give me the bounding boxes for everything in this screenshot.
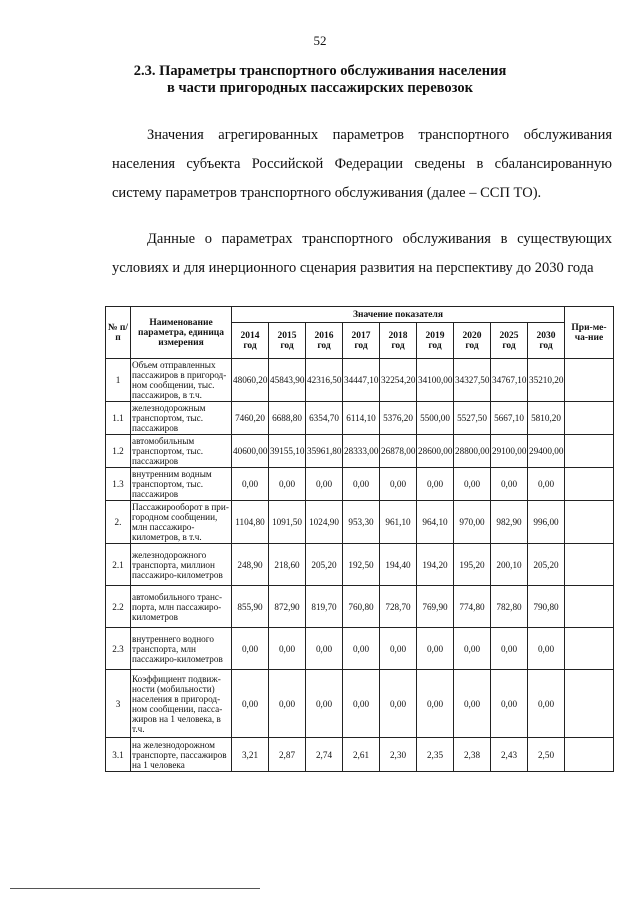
row-number: 2.3 xyxy=(106,628,131,670)
row-value-cell: 7460,20 xyxy=(232,402,269,435)
table-row xyxy=(106,738,614,772)
row-value-cell: 29100,00 xyxy=(491,435,528,468)
table-row xyxy=(106,402,614,435)
row-note xyxy=(565,501,614,544)
row-value-cell: 760,80 xyxy=(343,586,380,628)
row-value-cell: 195,20 xyxy=(454,544,491,586)
row-value-cell: 996,00 xyxy=(528,501,565,544)
row-value-cell: 728,70 xyxy=(380,586,417,628)
row-value-cell: 2,30 xyxy=(380,738,417,772)
row-note xyxy=(565,586,614,628)
col-header-value-group: Значение показателя xyxy=(232,307,565,323)
row-note xyxy=(565,670,614,738)
col-header-number: № п/п xyxy=(106,307,131,359)
row-value-cell: 45843,90 xyxy=(269,359,306,402)
col-header-year: 2019 год xyxy=(417,323,454,359)
row-value-cell: 5667,10 xyxy=(491,402,528,435)
section-heading-line-2: в части пригородных пассажирских перевозок xyxy=(167,80,473,96)
col-header-name: Наименование параметра, единица измерения xyxy=(131,307,232,359)
row-number: 3.1 xyxy=(106,738,131,772)
row-value-cell: 0,00 xyxy=(269,670,306,738)
row-value-cell: 35210,20 xyxy=(528,359,565,402)
row-value-cell: 1104,80 xyxy=(232,501,269,544)
row-value-cell: 0,00 xyxy=(417,468,454,501)
row-value-cell: 200,10 xyxy=(491,544,528,586)
page-bottom-rule xyxy=(10,888,260,889)
col-header-note: При-ме-ча-ние xyxy=(565,307,614,359)
row-number: 2. xyxy=(106,501,131,544)
table-row xyxy=(106,435,614,468)
row-value-cell: 0,00 xyxy=(528,468,565,501)
row-value-cell: 790,80 xyxy=(528,586,565,628)
row-value-cell: 970,00 xyxy=(454,501,491,544)
row-value-cell: 5376,20 xyxy=(380,402,417,435)
row-value-cell: 0,00 xyxy=(232,670,269,738)
row-value-cell: 0,00 xyxy=(269,468,306,501)
row-value-cell: 39155,10 xyxy=(269,435,306,468)
row-value-cell: 218,60 xyxy=(269,544,306,586)
table-row xyxy=(106,670,614,738)
row-value-cell: 34100,00 xyxy=(417,359,454,402)
col-header-year: 2014 год xyxy=(232,323,269,359)
table-row xyxy=(106,468,614,501)
row-value-cell: 34767,10 xyxy=(491,359,528,402)
row-value-cell: 2,50 xyxy=(528,738,565,772)
row-value-cell: 0,00 xyxy=(454,468,491,501)
row-note xyxy=(565,628,614,670)
row-value-cell: 205,20 xyxy=(528,544,565,586)
row-value-cell: 2,74 xyxy=(306,738,343,772)
row-value-cell: 6114,10 xyxy=(343,402,380,435)
row-parameter-name: автомобильным транспортом, тыс. пассажиров xyxy=(131,435,232,468)
row-parameter-name: Объем отправленных пассажиров в пригород-ном сообщении, тыс. пассажиров, в т.ч. xyxy=(131,359,232,402)
row-value-cell: 34447,10 xyxy=(343,359,380,402)
row-value-cell: 205,20 xyxy=(306,544,343,586)
row-parameter-name: железнодорожным транспортом, тыс. пассажиров xyxy=(131,402,232,435)
row-value-cell: 1091,50 xyxy=(269,501,306,544)
row-value-cell: 42316,50 xyxy=(306,359,343,402)
row-value-cell: 40600,00 xyxy=(232,435,269,468)
row-value-cell: 0,00 xyxy=(417,670,454,738)
table-row xyxy=(106,586,614,628)
row-value-cell: 0,00 xyxy=(528,670,565,738)
row-value-cell: 982,90 xyxy=(491,501,528,544)
row-value-cell: 28600,00 xyxy=(417,435,454,468)
row-value-cell: 0,00 xyxy=(343,468,380,501)
row-value-cell: 819,70 xyxy=(306,586,343,628)
row-number: 2.2 xyxy=(106,586,131,628)
row-value-cell: 0,00 xyxy=(232,628,269,670)
row-value-cell: 0,00 xyxy=(454,628,491,670)
row-value-cell: 953,30 xyxy=(343,501,380,544)
row-value-cell: 6688,80 xyxy=(269,402,306,435)
row-parameter-name: автомобильного транс-порта, млн пассажиро-километров xyxy=(131,586,232,628)
row-value-cell: 28800,00 xyxy=(454,435,491,468)
row-value-cell: 2,35 xyxy=(417,738,454,772)
row-value-cell: 0,00 xyxy=(528,628,565,670)
row-number: 2.1 xyxy=(106,544,131,586)
row-value-cell: 0,00 xyxy=(454,670,491,738)
row-value-cell: 0,00 xyxy=(343,628,380,670)
row-value-cell: 0,00 xyxy=(232,468,269,501)
table-row xyxy=(106,501,614,544)
col-header-year: 2015 год xyxy=(269,323,306,359)
row-value-cell: 3,21 xyxy=(232,738,269,772)
row-value-cell: 782,80 xyxy=(491,586,528,628)
row-value-cell: 2,61 xyxy=(343,738,380,772)
row-number: 1.2 xyxy=(106,435,131,468)
section-heading xyxy=(0,63,640,97)
row-note xyxy=(565,468,614,501)
table-row xyxy=(106,628,614,670)
table-row xyxy=(106,359,614,402)
row-note xyxy=(565,402,614,435)
row-value-cell: 1024,90 xyxy=(306,501,343,544)
page-number: 52 xyxy=(313,33,327,48)
row-parameter-name: Пассажирооборот в при-городном сообщении, млн пассажиро-километров, в т.ч. xyxy=(131,501,232,544)
row-note xyxy=(565,359,614,402)
row-value-cell: 6354,70 xyxy=(306,402,343,435)
row-number: 3 xyxy=(106,670,131,738)
row-value-cell: 248,90 xyxy=(232,544,269,586)
row-value-cell: 0,00 xyxy=(343,670,380,738)
row-value-cell: 855,90 xyxy=(232,586,269,628)
row-value-cell: 2,38 xyxy=(454,738,491,772)
row-value-cell: 0,00 xyxy=(380,628,417,670)
row-value-cell: 2,87 xyxy=(269,738,306,772)
row-value-cell: 0,00 xyxy=(491,670,528,738)
row-note xyxy=(565,435,614,468)
row-value-cell: 194,20 xyxy=(417,544,454,586)
row-value-cell: 774,80 xyxy=(454,586,491,628)
row-value-cell: 194,40 xyxy=(380,544,417,586)
col-header-year: 2016 год xyxy=(306,323,343,359)
row-value-cell: 5810,20 xyxy=(528,402,565,435)
row-parameter-name: железнодорожного транспорта, миллион пассажиро-километров xyxy=(131,544,232,586)
row-value-cell: 192,50 xyxy=(343,544,380,586)
row-value-cell: 0,00 xyxy=(491,628,528,670)
row-number: 1.1 xyxy=(106,402,131,435)
col-header-year: 2017 год xyxy=(343,323,380,359)
row-value-cell: 28333,00 xyxy=(343,435,380,468)
col-header-year: 2018 год xyxy=(380,323,417,359)
row-value-cell: 2,43 xyxy=(491,738,528,772)
row-value-cell: 961,10 xyxy=(380,501,417,544)
row-value-cell: 35961,80 xyxy=(306,435,343,468)
row-value-cell: 769,90 xyxy=(417,586,454,628)
row-value-cell: 29400,00 xyxy=(528,435,565,468)
intro-paragraph: Значения агрегированных параметров транспортного обслуживания населения субъекта Российской Федерации сведены в сбалансированную систему параметров транспортного обслуживания (далее – ССП ТО). xyxy=(112,127,612,201)
section-heading-line-1: 2.3. Параметры транспортного обслуживания населения xyxy=(133,63,507,79)
row-value-cell: 0,00 xyxy=(491,468,528,501)
row-number: 1.3 xyxy=(106,468,131,501)
row-value-cell: 5527,50 xyxy=(454,402,491,435)
row-value-cell: 0,00 xyxy=(417,628,454,670)
row-parameter-name: Коэффициент подвиж-ности (мобильности) населения в пригород-ном сообщении, пасса-жиров на 1 человека, в т.ч. xyxy=(131,670,232,738)
parameters-table xyxy=(105,306,614,772)
row-value-cell: 26878,00 xyxy=(380,435,417,468)
row-parameter-name: на железнодорожном транспорте, пассажиров на 1 человека xyxy=(131,738,232,772)
row-note xyxy=(565,738,614,772)
row-value-cell: 0,00 xyxy=(306,468,343,501)
row-parameter-name: внутреннего водного транспорта, млн пассажиро-километров xyxy=(131,628,232,670)
row-parameter-name: внутренним водным транспортом, тыс. пассажиров xyxy=(131,468,232,501)
row-value-cell: 48060,20 xyxy=(232,359,269,402)
row-number: 1 xyxy=(106,359,131,402)
row-value-cell: 0,00 xyxy=(306,628,343,670)
table-caption-paragraph: Данные о параметрах транспортного обслуживания в существующих условиях и для инерционного сценария развития на перспективу до 2030 года xyxy=(112,231,612,276)
row-value-cell: 0,00 xyxy=(306,670,343,738)
col-header-year: 2025 год xyxy=(491,323,528,359)
row-value-cell: 0,00 xyxy=(269,628,306,670)
table-row xyxy=(106,544,614,586)
row-value-cell: 32254,20 xyxy=(380,359,417,402)
row-value-cell: 5500,00 xyxy=(417,402,454,435)
row-value-cell: 872,90 xyxy=(269,586,306,628)
row-value-cell: 964,10 xyxy=(417,501,454,544)
row-value-cell: 34327,50 xyxy=(454,359,491,402)
row-note xyxy=(565,544,614,586)
col-header-year: 2030 год xyxy=(528,323,565,359)
row-value-cell: 0,00 xyxy=(380,670,417,738)
col-header-year: 2020 год xyxy=(454,323,491,359)
row-value-cell: 0,00 xyxy=(380,468,417,501)
